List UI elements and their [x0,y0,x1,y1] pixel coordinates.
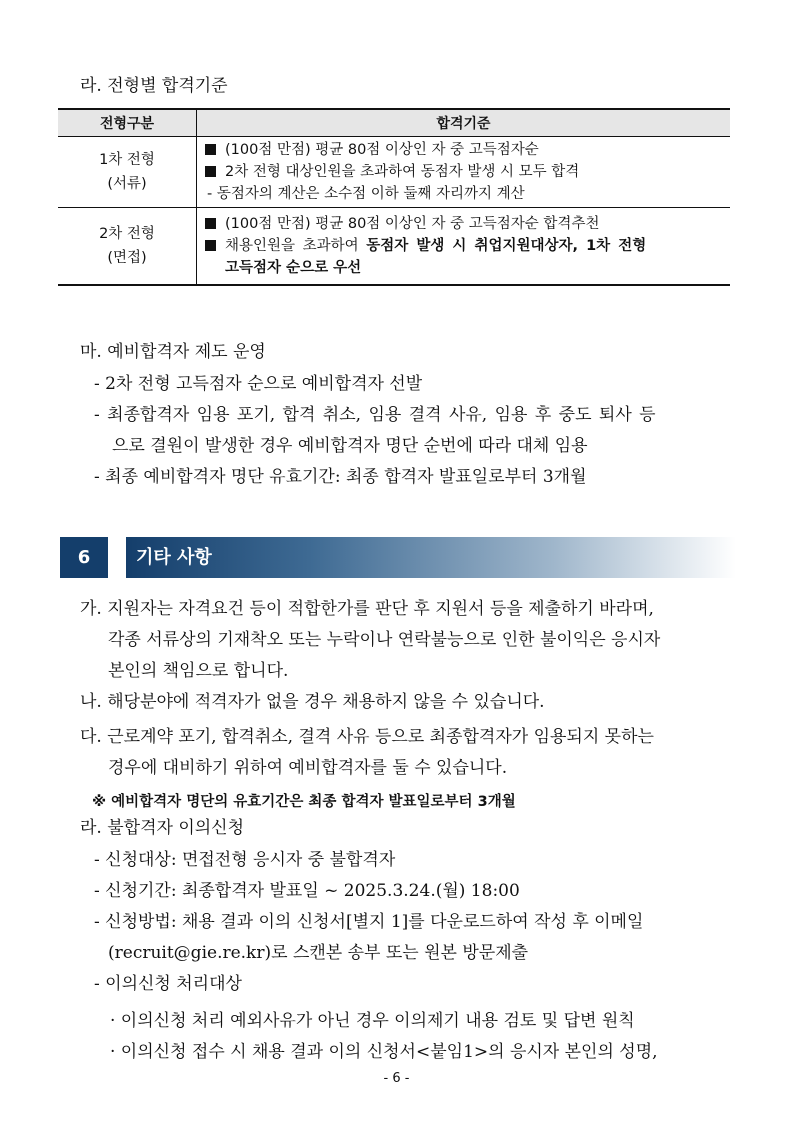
square-bullet-icon [205,240,216,251]
criteria-item: 2차 전형 대상인원을 초과하여 동점자 발생 시 모두 합격 [205,161,730,183]
list-subitem: · 이의신청 접수 시 채용 결과 이의 신청서<붙임1>의 응시자 본인의 성명, [110,1042,658,1062]
heading-reserve: 마. 예비합격자 제도 운영 [80,342,266,362]
list-item-cont: 으로 결원이 발생한 경우 예비합격자 명단 순번에 따라 대체 임용 [112,436,588,456]
list-item: - 신청방법: 채용 결과 이의 신청서[별지 1]를 다운로드하여 작성 후 이메일 [94,912,644,932]
heading-criteria: 라. 전형별 합격기준 [80,76,228,96]
page-number: - 6 - [383,1071,410,1086]
paragraph-line: 다. 근로계약 포기, 합격취소, 결격 사유 등으로 최종합격자가 임용되지 못하는 [80,727,654,747]
list-item: - 최종 예비합격자 명단 유효기간: 최종 합격자 발표일로부터 3개월 [94,467,587,487]
column-header-criteria: 합격기준 [197,109,731,137]
section-title-bar: 기타 사항 [126,537,736,578]
paragraph-line: 본인의 책임으로 합니다. [108,661,289,681]
criteria-table [58,108,730,286]
list-item: - 최종합격자 임용 포기, 합격 취소, 임용 결격 사유, 임용 후 중도 퇴사 등 [94,405,656,425]
list-item: - 이의신청 처리대상 [94,974,242,994]
criteria-item: 채용인원을 초과하여 동점자 발생 시 취업지원대상자, 1차 전형 [205,235,730,257]
type-name: 2차 전형 [99,226,155,242]
list-item-cont: (recruit@gie.re.kr)로 스캔본 송부 또는 원본 방문제출 [108,943,529,963]
criteria-cell [197,208,731,286]
type-cell [58,137,197,208]
paragraph-line: 나. 해당분야에 적격자가 없을 경우 채용하지 않을 수 있습니다. [80,692,545,712]
square-bullet-icon [205,218,216,229]
paragraph-line: 경우에 대비하기 위하여 예비합격자를 둘 수 있습니다. [108,758,508,778]
paragraph-line: 가. 지원자는 자격요건 등이 적합한가를 판단 후 지원서 등을 제출하기 바라며, [80,599,654,619]
criteria-subitem: - 동점자의 계산은 소수점 이하 둘째 자리까지 계산 [207,186,525,202]
list-item: - 신청기간: 최종합격자 발표일 ~ 2025.3.24.(월) 18:00 [94,881,520,901]
section-number-badge: 6 [60,537,108,578]
paragraph-line: 각종 서류상의 기재착오 또는 누락이나 연락불능으로 인한 불이익은 응시자 [108,630,661,650]
type-cell [58,208,197,286]
type-name: 1차 전형 [99,152,155,168]
list-item: - 2차 전형 고득점자 순으로 예비합격자 선발 [94,374,423,394]
list-subitem: · 이의신청 처리 예외사유가 아닌 경우 이의제기 내용 검토 및 답변 원칙 [110,1011,635,1031]
list-item: - 신청대상: 면접전형 응시자 중 불합격자 [94,850,396,870]
heading-objection: 라. 불합격자 이의신청 [80,818,245,838]
type-sub: (면접) [107,250,147,266]
note-reserve-validity: ※ 예비합격자 명단의 유효기간은 최종 합격자 발표일로부터 3개월 [92,794,516,810]
square-bullet-icon [205,144,216,155]
table-header-row [58,109,730,137]
column-header-type: 전형구분 [58,109,197,137]
criteria-item: (100점 만점) 평균 80점 이상인 자 중 고득점자순 [205,139,730,161]
criteria-item-cont: 고득점자 순으로 우선 [225,260,362,276]
table-row [58,137,730,208]
criteria-item: (100점 만점) 평균 80점 이상인 자 중 고득점자순 합격추천 [205,213,730,235]
type-sub: (서류) [107,176,147,192]
table-row [58,208,730,286]
criteria-cell [197,137,731,208]
square-bullet-icon [205,166,216,177]
